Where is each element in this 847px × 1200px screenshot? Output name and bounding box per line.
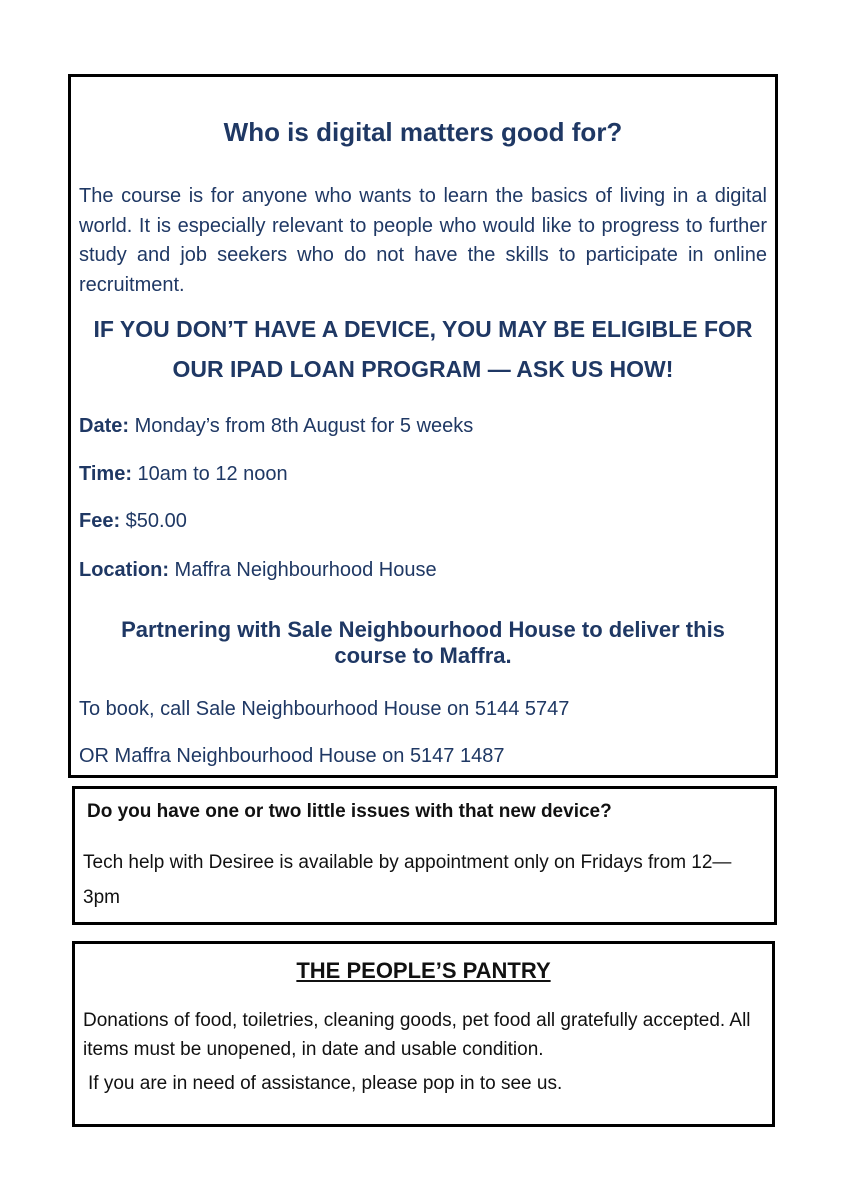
time-value: 10am to 12 noon: [131, 463, 288, 485]
pantry-title: THE PEOPLE’S PANTRY: [296, 958, 551, 983]
partner-notice: [71, 617, 775, 669]
partner-line-1: Partnering with Sale Neighbourhood House to deliver this: [121, 617, 725, 642]
time-row: [79, 463, 288, 486]
date-row: [79, 415, 473, 438]
location-row: [79, 559, 437, 582]
booking-sale-text: To book, call Sale Neighbourhood House on 5144 5747: [79, 698, 570, 720]
pantry-donations-text: Donations of food, toiletries, cleaning goods, pet food all gratefully accepted. All items must be unopened, in date and usable condition.: [83, 1010, 751, 1060]
date-label: Date:: [79, 415, 130, 437]
time-label: Time:: [79, 463, 132, 485]
ipad-notice-line-1: IF YOU DON’T HAVE A DEVICE, YOU MAY BE ELIGIBLE FOR: [93, 316, 753, 342]
fee-value: $50.00: [120, 510, 187, 532]
ipad-loan-notice: [71, 309, 775, 389]
intro-paragraph: The course is for anyone who wants to learn the basics of living in a digital world. It is especially relevant to people who would like to progress to further study and job seekers who do not have the skills to participate in online recruitment.: [79, 185, 767, 296]
date-value: Monday’s from 8th August for 5 weeks: [129, 415, 474, 437]
pantry-assistance-text: If you are in need of assistance, please pop in to see us.: [88, 1073, 563, 1094]
digital-matters-panel: [68, 74, 778, 778]
location-value: Maffra Neighbourhood House: [169, 559, 437, 581]
fee-label: Fee:: [79, 510, 121, 532]
fee-row: [79, 510, 187, 533]
location-label: Location:: [79, 559, 169, 581]
section-heading: Who is digital matters good for?: [223, 117, 623, 147]
ipad-notice-line-2: OUR IPAD LOAN PROGRAM — ASK US HOW!: [172, 356, 674, 382]
partner-line-2: course to Maffra.: [334, 643, 512, 668]
tech-help-panel: [72, 786, 777, 925]
tech-help-question: Do you have one or two little issues with that new device?: [87, 801, 612, 822]
booking-maffra-text: OR Maffra Neighbourhood House on 5147 1487: [79, 745, 505, 767]
tech-help-answer: Tech help with Desiree is available by appointment only on Fridays from 12—3pm: [83, 852, 732, 908]
peoples-pantry-panel: [72, 941, 775, 1127]
